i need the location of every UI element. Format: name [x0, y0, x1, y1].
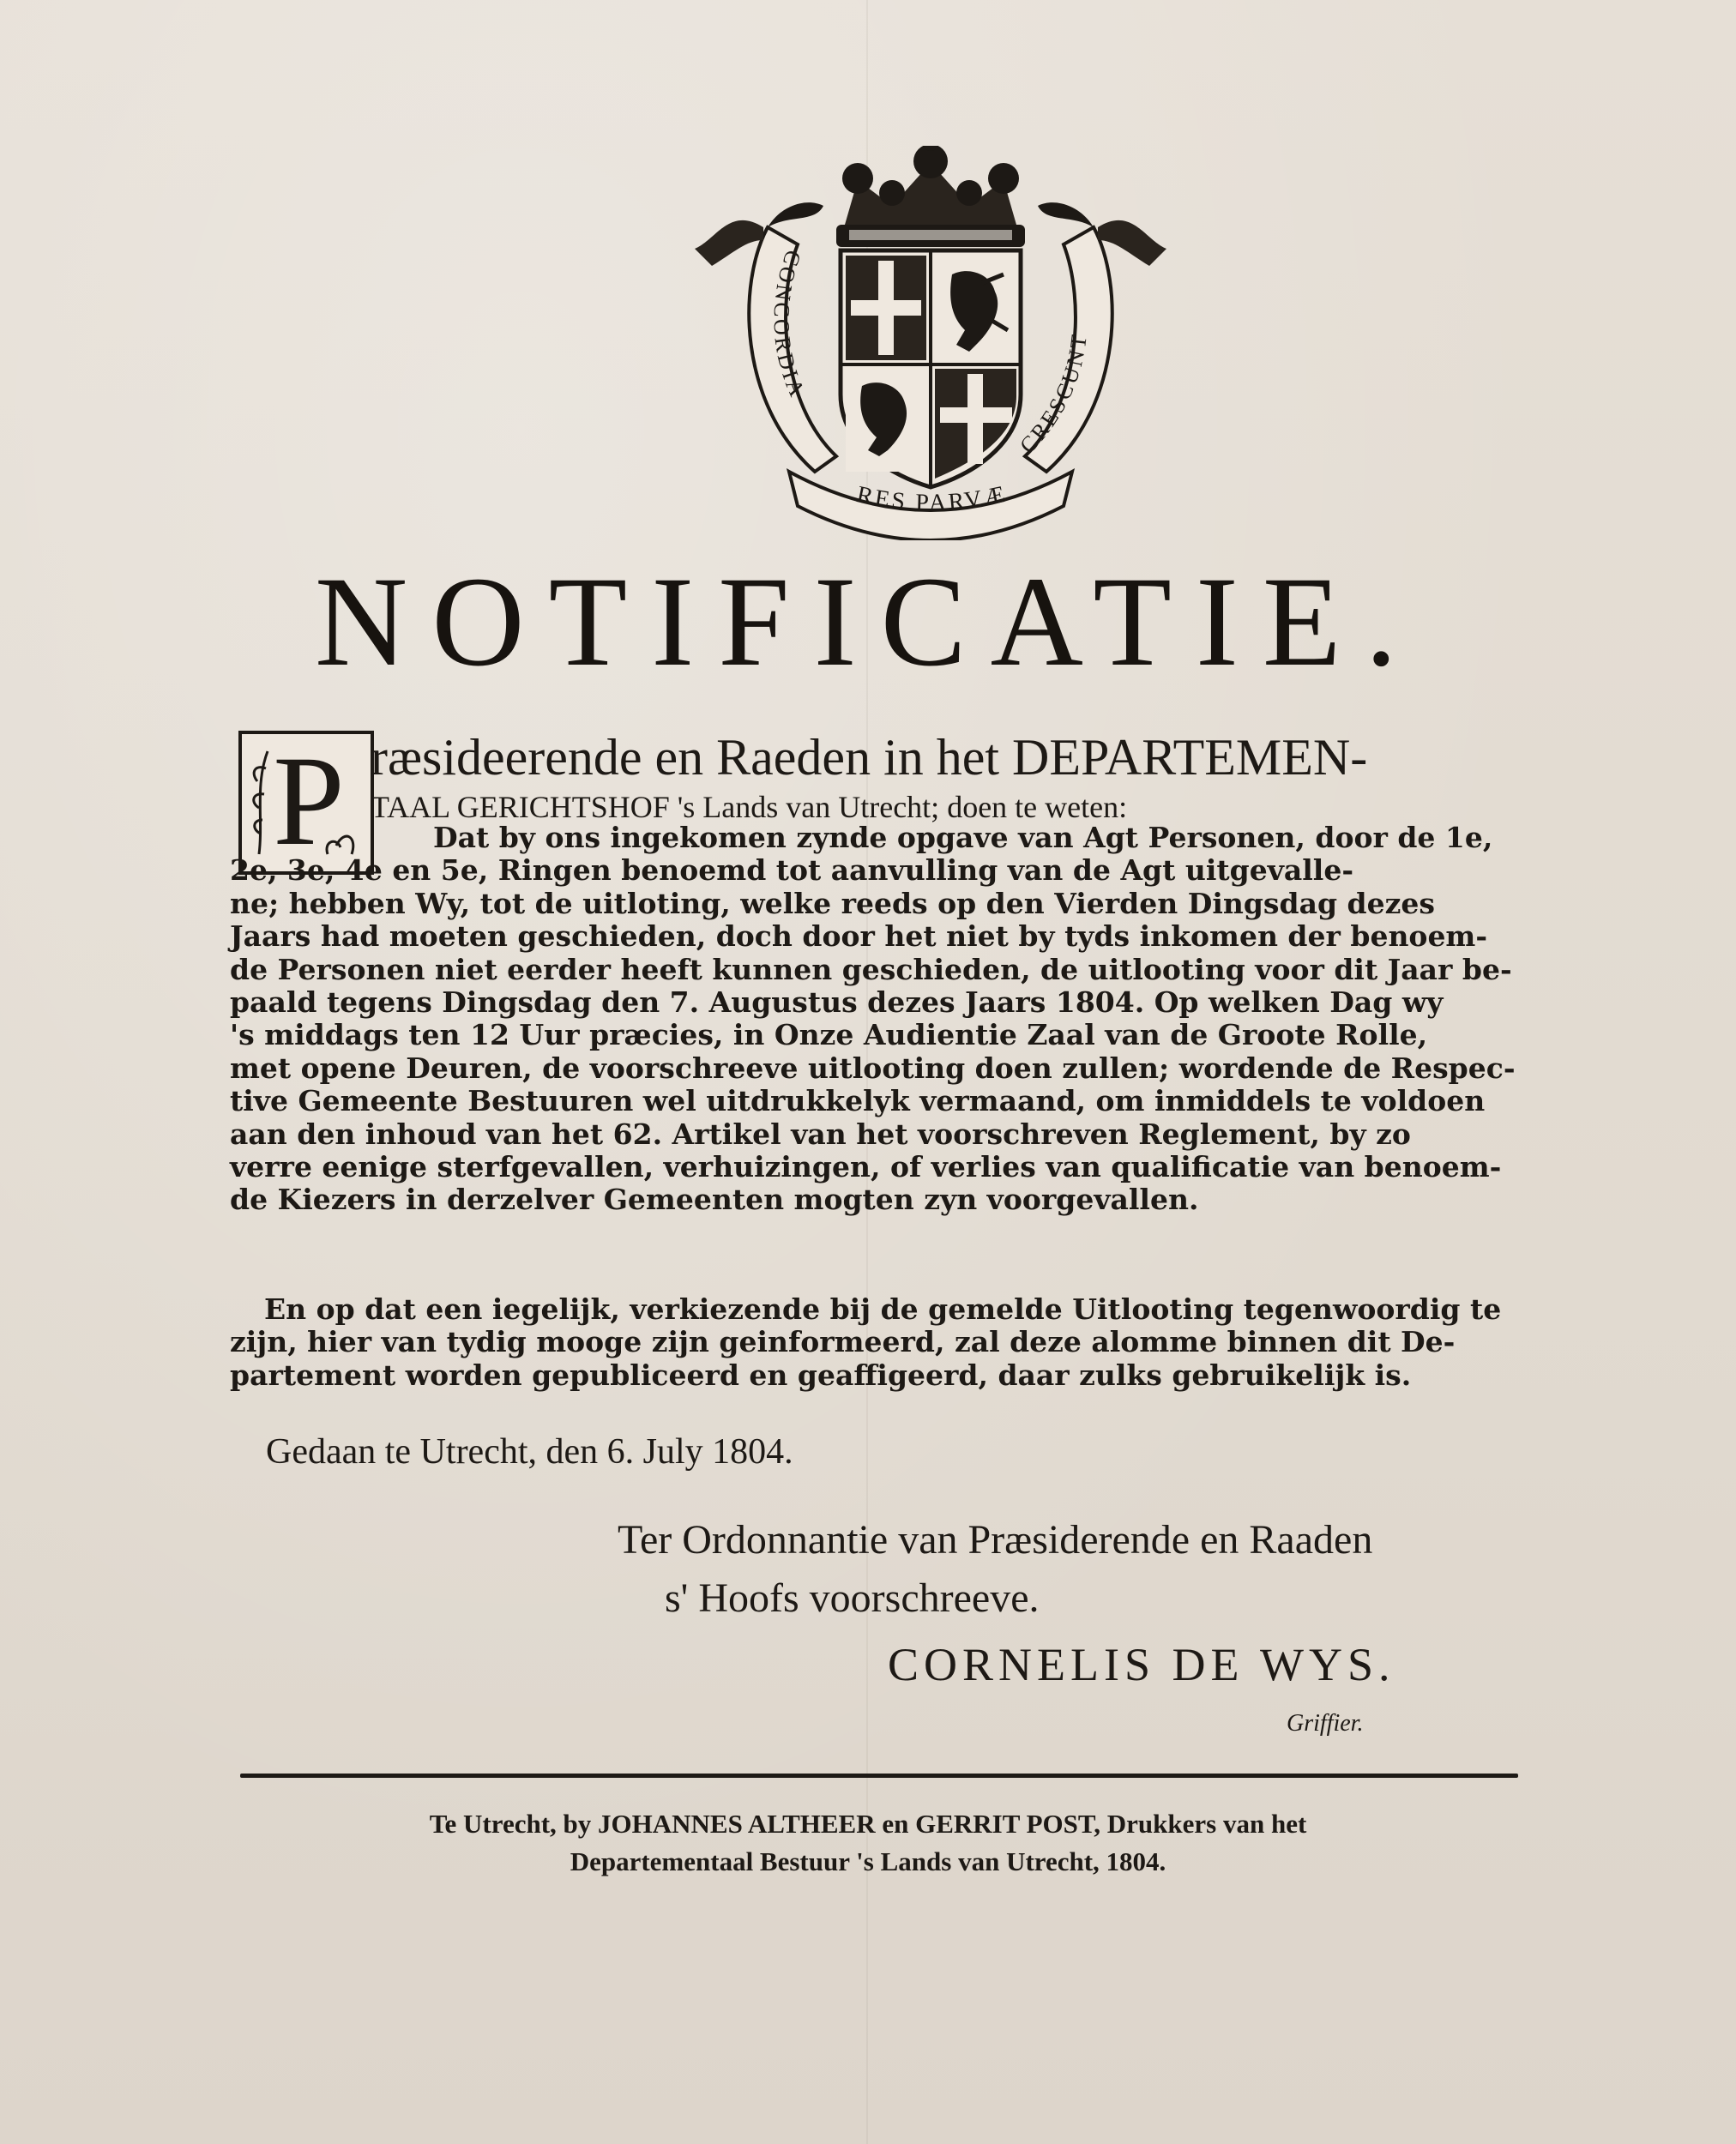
- divider-rule: [240, 1774, 1518, 1778]
- paragraph1-subheading: TAAL GERICHTSHOF 's Lands van Utrecht; doen te weten:: [371, 790, 1128, 824]
- signature-name: CORNELIS DE WYS.: [888, 1639, 1395, 1690]
- date-place-line: Gedaan te Utrecht, den 6. July 1804.: [266, 1432, 793, 1472]
- ordonnantie-line1: Ter Ordonnantie van Præsiderende en Raaden: [618, 1517, 1373, 1563]
- text-line: paald tegens Dingsdag den 7. Augustus dezes Jaars 1804. Op welken Dag wy: [230, 985, 1444, 1020]
- motto-bottom-text: RES PARVÆ: [854, 480, 1010, 517]
- text-line: aan den inhoud van het 62. Artikel van het voorschreven Reglement, by zo: [230, 1117, 1411, 1151]
- imprint-line2: Departementaal Bestuur 's Lands van Utrecht, 1804.: [570, 1846, 1166, 1876]
- paragraph2-body: [230, 1293, 1559, 1392]
- ordonnantie-line2: s' Hoofs voorschreeve.: [665, 1575, 1040, 1621]
- ordonnantie-block: [618, 1511, 1578, 1628]
- imprint-line1: Te Utrecht, by JOHANNES ALTHEER en GERRIT POST, Drukkers van het: [429, 1809, 1307, 1839]
- text-line: En op dat een iegelijk, verkiezende bij de gemelde Uitlooting tegenwoordig te: [264, 1292, 1502, 1326]
- text-line: Dat by ons ingekomen zynde opgave van Agt Personen, door de 1e,: [433, 821, 1493, 854]
- printer-imprint: [0, 1805, 1736, 1881]
- paragraph1-heading: ræsideerende en Raeden in het DEPARTEMEN-: [371, 729, 1368, 786]
- notice-title: NOTIFICATIE.: [314, 551, 1422, 693]
- text-line: ne; hebben Wy, tot de uitloting, welke reeds op den Vierden Dingsdag dezes: [230, 886, 1435, 920]
- paragraph1-body: [230, 822, 1559, 1217]
- text-line: de Personen niet eerder heeft kunnen geschieden, de uitlooting voor dit Jaar be-: [230, 952, 1512, 986]
- text-line: 's middags ten 12 Uur præcies, in Onze Audientie Zaal van de Groote Rolle,: [230, 1018, 1428, 1052]
- text-line: de Kiezers in derzelver Gemeenten mogten zyn voorgevallen.: [230, 1183, 1199, 1217]
- signature-title: Griffier.: [1287, 1710, 1364, 1737]
- text-line: verre eenige sterfgevallen, verhuizingen, of verlies van qualificatie van benoem-: [230, 1150, 1502, 1184]
- motto-left-text: CONCORDIA: [769, 247, 811, 402]
- text-line: tive Gemeente Bestuuren wel uitdrukkelyk vermaand, om inmiddels te voldoen: [230, 1084, 1486, 1118]
- text-line: zijn, hier van tydig mooge zijn geinformeerd, zal deze alomme binnen dit De-: [230, 1325, 1456, 1359]
- text-line: Jaars had moeten geschieden, doch door het niet by tyds inkomen der benoem-: [230, 919, 1488, 954]
- text-line: met opene Deuren, de voorschreeve uitlooting doen zullen; wordende de Respec-: [230, 1051, 1516, 1085]
- dropcap-letter: P: [273, 734, 345, 871]
- text-line: partement worden gepubliceerd en geaffigeerd, daar zulks gebruikelijk is.: [230, 1358, 1412, 1392]
- coat-of-arms-crest: [686, 146, 1175, 540]
- motto-right-text: CRESCUNT: [1015, 330, 1093, 459]
- text-line: 2e, 3e, 4e en 5e, Ringen benoemd tot aanvulling van de Agt uitgevalle-: [230, 853, 1354, 888]
